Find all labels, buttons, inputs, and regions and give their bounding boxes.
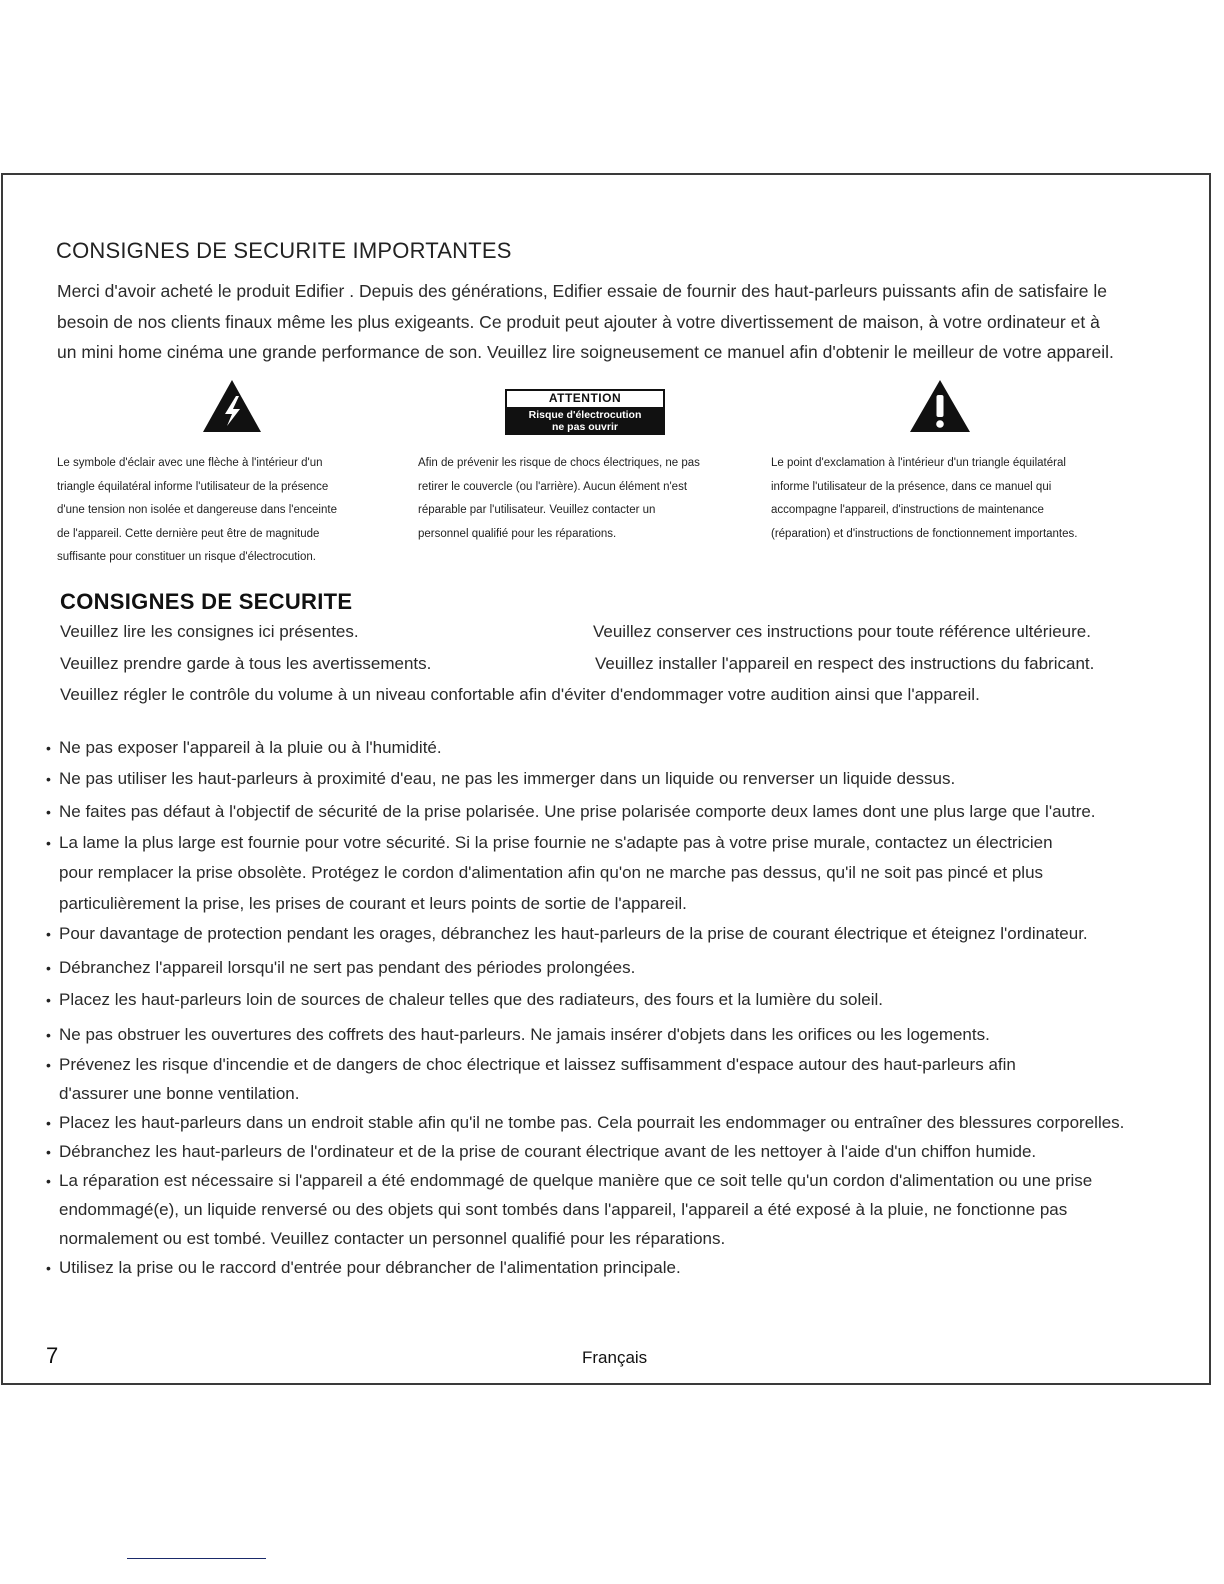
desc-line: retirer le couvercle (ou l'arrière). Aucun élément n'est: [418, 480, 688, 493]
list-item-text: Pour davantage de protection pendant les orages, débranchez les haut-parleurs de la prise de courant électrique et éteignez l'ordinateur.: [59, 924, 1088, 943]
desc-line: suffisante pour constituer un risque d'électrocution.: [57, 551, 316, 563]
bullet-icon: •: [46, 1144, 51, 1160]
bullet-icon: •: [46, 1026, 51, 1043]
desc-line: personnel qualifié pour les réparations.: [418, 527, 617, 540]
list-item: [46, 1253, 1196, 1282]
rule-line: Veuillez régler le contrôle du volume à un niveau confortable afin d'éviter d'endommager votre audition ainsi que l'appareil.: [60, 685, 980, 704]
footnote-divider: [127, 1558, 266, 1559]
bullet-icon: •: [46, 1173, 51, 1189]
list-item-text: d'assurer une bonne ventilation.: [59, 1084, 300, 1103]
bullet-icon: •: [46, 1115, 51, 1131]
bullet-icon: •: [46, 1057, 51, 1073]
exclamation-description: [771, 452, 1077, 546]
intro-paragraph: [57, 276, 1167, 368]
attention-description: [418, 452, 700, 546]
list-item-text: Débranchez les haut-parleurs de l'ordinateur et de la prise de courant électrique avant de les nettoyer à l'aide d'un chiffon humide.: [59, 1142, 1037, 1161]
rule-line: Veuillez prendre garde à tous les avertissements.: [60, 654, 432, 673]
intro-line: Merci d'avoir acheté le produit Edifier . Depuis des générations, Edifier essaie de fournir des haut-parleurs puissants afin de satisfaire le: [57, 281, 1108, 301]
page-title: CONSIGNES DE SECURITE IMPORTANTES: [56, 238, 512, 263]
bullet-icon: •: [46, 1260, 51, 1276]
list-item: [46, 1020, 1196, 1051]
lightning-triangle-icon: [201, 378, 263, 434]
desc-line: de l'appareil. Cette dernière peut être de magnitude: [57, 527, 320, 540]
attention-warning-line: Risque d'électrocution: [528, 409, 642, 421]
section-title: CONSIGNES DE SECURITE: [60, 589, 353, 614]
bullet-icon: •: [46, 926, 51, 942]
list-item: [46, 797, 1196, 828]
bullet-list: [46, 733, 1196, 1282]
list-item-text: Prévenez les risque d'incendie et de dangers de choc électrique et laissez suffisamment d'espace autour des haut-parleurs afin: [59, 1055, 1016, 1074]
list-item-text: endommagé(e), un liquide renversé ou des objets qui sont tombés dans l'appareil, l'appareil a été exposé à la pluie, ne fonctionne pas: [59, 1200, 1068, 1219]
exclamation-triangle-icon: [908, 378, 972, 434]
list-item-text: Ne faites pas défaut à l'objectif de sécurité de la prise polarisée. Une prise polarisée comporte deux lames dont une plus large que l'autre.: [59, 802, 1096, 821]
lightning-description: [57, 452, 337, 570]
desc-line: Le symbole d'éclair avec une flèche à l'intérieur d'un: [57, 457, 323, 469]
rule-line: Veuillez installer l'appareil en respect des instructions du fabricant.: [595, 654, 1095, 673]
list-item-text: particulièrement la prise, les prises de courant et leurs points de sortie de l'appareil.: [59, 893, 687, 913]
list-item-text: Débranchez l'appareil lorsqu'il ne sert pas pendant des périodes prolongées.: [59, 957, 636, 977]
desc-line: Le point d'exclamation à l'intérieur d'un triangle équilatéral: [771, 457, 1066, 469]
list-item-text: normalement ou est tombé. Veuillez contacter un personnel qualifié pour les réparations.: [59, 1229, 726, 1248]
list-item-text: pour remplacer la prise obsolète. Protégez le cordon d'alimentation afin qu'on ne marche pas dessus, qu'il ne soit pas pincé et plus: [59, 863, 1044, 882]
rule-line: Veuillez lire les consignes ici présentes.: [60, 622, 359, 641]
desc-line: d'une tension non isolée et dangereuse dans l'enceinte: [57, 504, 337, 516]
bullet-icon: •: [46, 770, 51, 787]
desc-line: (réparation) et d'instructions de fonctionnement importantes.: [771, 527, 1078, 540]
list-item: [46, 764, 1196, 795]
list-item-text: Ne pas utiliser les haut-parleurs à proximité d'eau, ne pas les immerger dans un liquide ou renverser un liquide dessus.: [59, 768, 956, 788]
list-item: [46, 1137, 1196, 1166]
bullet-icon: •: [46, 740, 51, 756]
list-item-text: Ne pas exposer l'appareil à la pluie ou à l'humidité.: [59, 738, 442, 757]
page-number: 7: [46, 1343, 59, 1368]
list-item: [46, 919, 1196, 950]
list-item: [46, 1050, 1196, 1108]
bullet-icon: •: [46, 834, 51, 851]
desc-line: triangle équilatéral informe l'utilisateur de la présence: [57, 480, 329, 493]
desc-line: informe l'utilisateur de la présence, dans ce manuel qui: [771, 480, 1052, 493]
rule-line: Veuillez conserver ces instructions pour toute référence ultérieure.: [593, 622, 1091, 641]
bullet-icon: •: [46, 959, 51, 976]
attention-warning-text: [507, 407, 663, 433]
list-item: [46, 733, 1196, 764]
intro-line: un mini home cinéma une grande performance de son. Veuillez lire soigneusement ce manuel afin d'obtenir le meilleur de votre appareil.: [57, 342, 1114, 362]
bullet-icon: •: [46, 992, 51, 1008]
language-label: Français: [582, 1348, 648, 1367]
list-item-text: Utilisez la prise ou le raccord d'entrée pour débrancher de l'alimentation principale.: [59, 1258, 681, 1277]
list-item-text: Ne pas obstruer les ouvertures des coffrets des haut-parleurs. Ne jamais insérer d'objets dans les orifices ou les logements.: [59, 1024, 990, 1044]
list-item: [46, 1166, 1196, 1253]
attention-warning-line: ne pas ouvrir: [552, 421, 618, 433]
list-item-text: La lame la plus large est fournie pour votre sécurité. Si la prise fournie ne s'adapte pas à votre prise murale, contactez un électricien: [59, 832, 1053, 852]
attention-label: ATTENTION: [548, 391, 622, 405]
list-item: [46, 1108, 1196, 1137]
bullet-icon: •: [46, 804, 51, 820]
list-item-text: La réparation est nécessaire si l'appareil a été endommagé de quelque manière que ce soit telle qu'un cordon d'alimentation ou une prise: [59, 1171, 1093, 1190]
list-item: [46, 953, 1196, 984]
list-item: [46, 985, 1196, 1016]
list-item: [46, 828, 1196, 920]
intro-line: besoin de nos clients finaux même les plus exigeants. Ce produit peut ajouter à votre divertissement de maison, à votre ordinateur et à: [57, 311, 1100, 332]
desc-line: accompagne l'appareil, d'instructions de maintenance: [771, 504, 1044, 516]
desc-line: Afin de prévenir les risque de chocs électriques, ne pas: [418, 457, 700, 469]
desc-line: réparable par l'utilisateur. Veuillez contacter un: [418, 504, 656, 516]
list-item-text: Placez les haut-parleurs dans un endroit stable afin qu'il ne tombe pas. Cela pourrait les endommager ou entraîner des blessures corporelles.: [59, 1113, 1125, 1132]
attention-warning-box: [505, 389, 665, 435]
list-item-text: Placez les haut-parleurs loin de sources de chaleur telles que des radiateurs, des fours et la lumière du soleil.: [59, 990, 884, 1009]
